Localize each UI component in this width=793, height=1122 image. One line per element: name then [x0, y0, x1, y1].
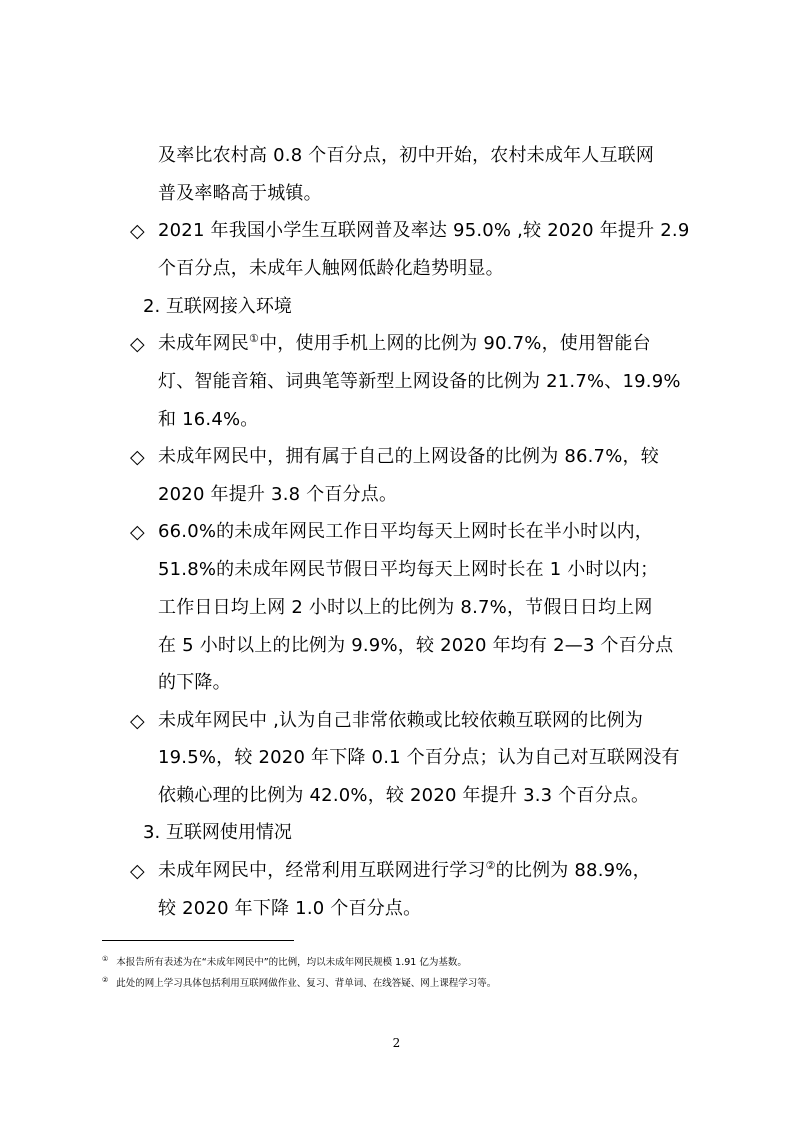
paragraph-line: 工作日日均上网 2 小时以上的比例为 8.7%，节假日日均上网	[158, 597, 653, 618]
paragraph-line: 2021 年我国小学生互联网普及率达 95.0% ,较 2020 年提升 2.9	[158, 220, 690, 241]
paragraph-line: 普及率略高于城镇。	[158, 183, 322, 204]
bullet-diamond-icon: ◇	[130, 220, 145, 242]
paragraph-line: 较 2020 年下降 1.0 个百分点。	[158, 898, 422, 919]
paragraph-line: 19.5%，较 2020 年下降 0.1 个百分点；认为自己对互联网没有	[158, 747, 680, 768]
text-run: 未成年网民中，经常利用互联网进行学习	[158, 860, 486, 881]
paragraph-line: 个百分点，未成年人触网低龄化趋势明显。	[158, 258, 504, 279]
footnote-mark: ①	[102, 955, 109, 963]
text-run: 未成年网民	[158, 333, 249, 354]
footnote-text: 本报告所有表述为在“未成年网民中”的比例，均以未成年网民规模 1.91 亿为基数。	[116, 957, 467, 968]
bullet-diamond-icon: ◇	[130, 860, 145, 882]
section-heading: 3. 互联网使用情况	[143, 822, 292, 843]
section-heading: 2. 互联网接入环境	[143, 296, 292, 317]
bullet-diamond-icon: ◇	[130, 710, 145, 732]
paragraph-line: 66.0%的未成年网民工作日平均每天上网时长在半小时以内，	[158, 521, 653, 542]
paragraph-line: 的下降。	[158, 672, 231, 693]
bullet-diamond-icon: ◇	[130, 333, 145, 355]
paragraph-line: 51.8%的未成年网民节假日平均每天上网时长在 1 小时以内；	[158, 559, 659, 580]
paragraph-line: 依赖心理的比例为 42.0%，较 2020 年提升 3.3 个百分点。	[158, 785, 650, 806]
footnote-1	[102, 952, 467, 970]
bullet-diamond-icon: ◇	[130, 446, 145, 468]
paragraph-line: 未成年网民中，拥有属于自己的上网设备的比例为 86.7%，较	[158, 446, 659, 467]
paragraph-line: 在 5 小时以上的比例为 9.9%，较 2020 年均有 2—3 个百分点	[158, 635, 674, 656]
bullet-diamond-icon: ◇	[130, 521, 145, 543]
paragraph-line: 及率比农村高 0.8 个百分点，初中开始，农村未成年人互联网	[158, 145, 655, 166]
paragraph-line: 未成年网民中 ,认为自己非常依赖或比较依赖互联网的比例为	[158, 710, 644, 731]
footnote-ref[interactable]: ②	[485, 859, 496, 872]
paragraph-line: 灯、智能音箱、词典笔等新型上网设备的比例为 21.7%、19.9%	[158, 371, 681, 392]
paragraph-line	[158, 332, 651, 356]
footnote-text: 此处的网上学习具体包括利用互联网做作业、复习、背单词、在线答疑、网上课程学习等。	[116, 978, 497, 989]
footnote-mark: ②	[102, 976, 109, 984]
paragraph-line	[158, 859, 651, 883]
paragraph-line: 和 16.4%。	[158, 409, 259, 430]
paragraph-line: 2020 年提升 3.8 个百分点。	[158, 484, 398, 505]
page-number: 2	[392, 1036, 401, 1050]
footnote-2	[102, 973, 496, 991]
footnote-ref[interactable]: ①	[249, 332, 260, 345]
text-run: 中，使用手机上网的比例为 90.7%，使用智能台	[259, 333, 651, 354]
text-run: 的比例为 88.9%，	[495, 860, 651, 881]
footnote-divider	[102, 940, 294, 941]
